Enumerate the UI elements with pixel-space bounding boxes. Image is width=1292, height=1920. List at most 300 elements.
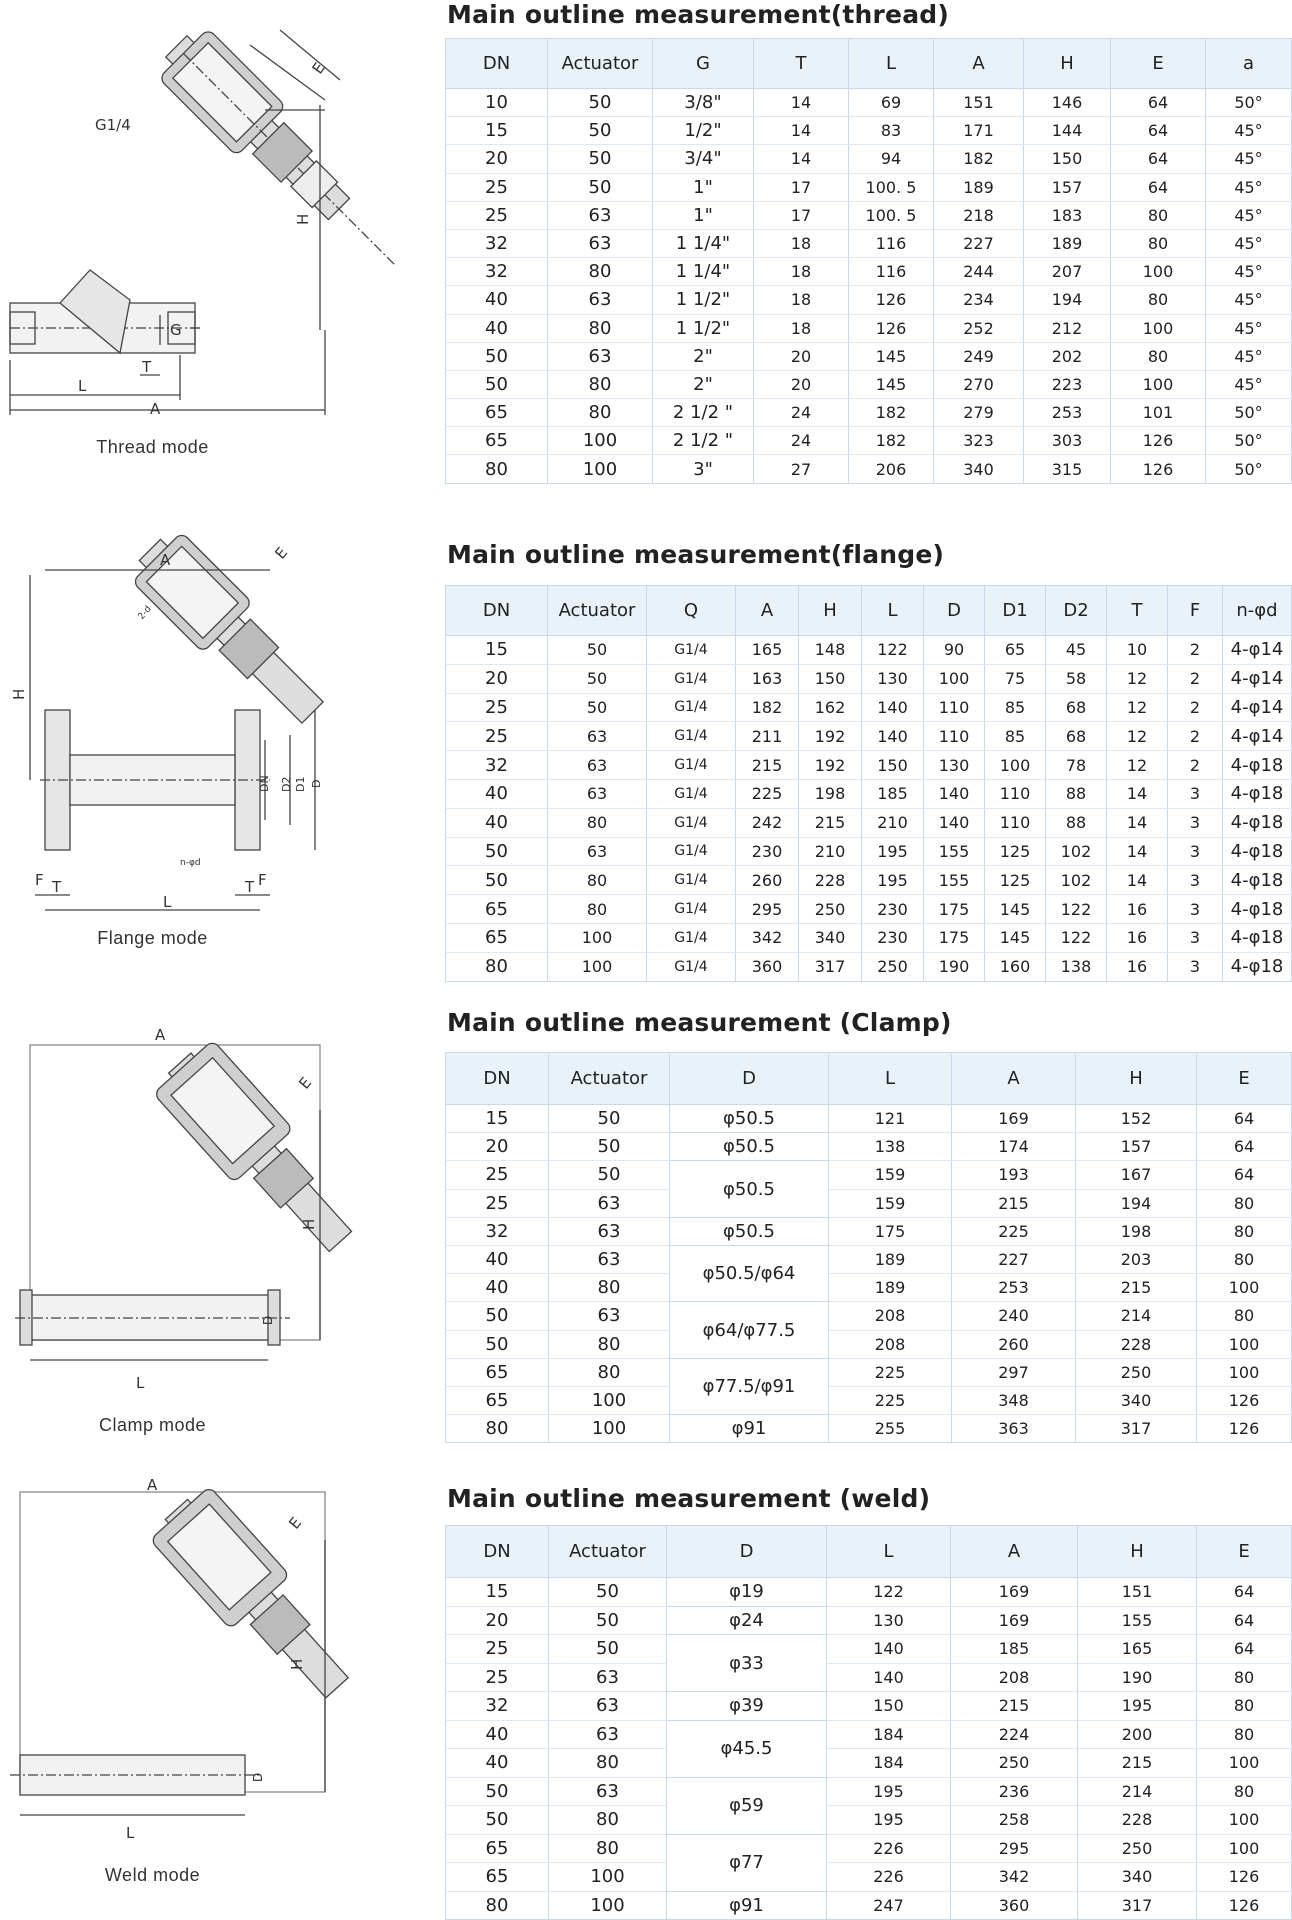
table-cell: 50 xyxy=(446,370,548,398)
dim-label-f-left: F xyxy=(35,871,44,889)
dim-label-dn: DN xyxy=(258,775,271,792)
table-cell: 230 xyxy=(862,895,924,924)
table-row xyxy=(446,779,1292,808)
table-cell: 140 xyxy=(924,808,985,837)
flange-valve-diagram xyxy=(0,530,445,940)
table-cell: 100 xyxy=(548,952,647,981)
table-cell: 150 xyxy=(827,1692,951,1721)
column-header: F xyxy=(1168,586,1223,636)
table-cell-d: φ39 xyxy=(667,1692,827,1721)
table-cell: 206 xyxy=(849,455,934,483)
table-cell: 210 xyxy=(799,837,862,866)
table-cell: 65 xyxy=(446,1358,549,1386)
table-cell: 250 xyxy=(799,895,862,924)
table-cell: 50 xyxy=(548,145,653,173)
table-row xyxy=(446,1635,1292,1664)
table-row xyxy=(446,1863,1292,1892)
table-cell: 80 xyxy=(1197,1245,1292,1273)
table-cell: 40 xyxy=(446,314,548,342)
table-cell: 182 xyxy=(934,145,1024,173)
table-cell: 3" xyxy=(653,455,754,483)
table-cell-d: φ64/φ77.5 xyxy=(670,1302,829,1358)
table-cell: 50 xyxy=(446,1302,549,1330)
table-cell: 247 xyxy=(827,1891,951,1920)
table-row xyxy=(446,1189,1292,1217)
table-row xyxy=(446,427,1292,455)
table-cell: 80 xyxy=(548,258,653,286)
table-cell: 145 xyxy=(849,342,934,370)
table-cell: 50 xyxy=(549,1635,667,1664)
table-cell: 1 1/2" xyxy=(653,286,754,314)
table-cell: 69 xyxy=(849,89,934,117)
table-cell: 100 xyxy=(924,664,985,693)
table-cell: 64 xyxy=(1111,89,1206,117)
column-header: n-φd xyxy=(1223,586,1292,636)
table-row xyxy=(446,370,1292,398)
column-header: a xyxy=(1206,39,1292,89)
table-cell: 80 xyxy=(1197,1302,1292,1330)
table-row xyxy=(446,1161,1292,1189)
table-cell: 88 xyxy=(1046,779,1107,808)
dim-label-h: H xyxy=(300,1218,318,1230)
table-cell: 340 xyxy=(1078,1863,1197,1892)
table-cell: 68 xyxy=(1046,722,1107,751)
column-header: D xyxy=(667,1526,827,1578)
table-cell: 4-φ18 xyxy=(1223,895,1292,924)
table-cell: 80 xyxy=(446,455,548,483)
table-cell: 4-φ18 xyxy=(1223,866,1292,895)
table-cell: 184 xyxy=(827,1720,951,1749)
table-cell-d: φ91 xyxy=(667,1891,827,1920)
table-cell: 65 xyxy=(446,1834,549,1863)
table-cell: 50 xyxy=(548,664,647,693)
table-cell: 121 xyxy=(829,1105,952,1133)
table-cell: 83 xyxy=(849,117,934,145)
table-row xyxy=(446,693,1292,722)
table-cell-d: φ45.5 xyxy=(667,1720,827,1777)
table-cell: 122 xyxy=(862,636,924,665)
table-cell: 45° xyxy=(1206,258,1292,286)
column-header: H xyxy=(1024,39,1111,89)
clamp-valve-diagram xyxy=(0,1000,445,1430)
dim-label-t-right: T xyxy=(245,878,255,896)
table-cell: 250 xyxy=(862,952,924,981)
column-header: A xyxy=(952,1053,1076,1105)
table-cell: 253 xyxy=(1024,399,1111,427)
table-cell: 194 xyxy=(1076,1189,1197,1217)
table-cell: 225 xyxy=(829,1358,952,1386)
table-cell: 65 xyxy=(985,636,1046,665)
table-cell: 122 xyxy=(1046,923,1107,952)
table-cell: 50° xyxy=(1206,399,1292,427)
table-cell: 12 xyxy=(1107,664,1168,693)
table-cell: 63 xyxy=(548,751,647,780)
table-cell: 295 xyxy=(951,1834,1078,1863)
table-cell: 340 xyxy=(1076,1386,1197,1414)
dim-label-e: E xyxy=(271,543,292,563)
table-cell: 18 xyxy=(754,286,849,314)
table-cell: 32 xyxy=(446,258,548,286)
table-cell: 101 xyxy=(1111,399,1206,427)
table-cell: 227 xyxy=(952,1245,1076,1273)
table-cell: 145 xyxy=(985,923,1046,952)
flange-table xyxy=(445,585,1292,982)
table-cell: 279 xyxy=(934,399,1024,427)
table-cell-d: φ77.5/φ91 xyxy=(670,1358,829,1414)
weld-title: Main outline measurement (weld) xyxy=(447,1484,931,1513)
table-row xyxy=(446,808,1292,837)
table-cell: 45° xyxy=(1206,117,1292,145)
column-header: D xyxy=(924,586,985,636)
table-cell-d: φ50.5 xyxy=(670,1217,829,1245)
dim-label-nd: n-φd xyxy=(180,858,201,868)
table-cell: 40 xyxy=(446,1749,549,1778)
table-cell: 195 xyxy=(827,1777,951,1806)
table-row xyxy=(446,952,1292,981)
flange-caption: Flange mode xyxy=(97,928,208,948)
table-cell: 228 xyxy=(1076,1330,1197,1358)
table-cell: 50° xyxy=(1206,455,1292,483)
table-cell: 65 xyxy=(446,427,548,455)
table-cell: G1/4 xyxy=(647,952,736,981)
column-header: L xyxy=(829,1053,952,1105)
table-cell: 227 xyxy=(934,229,1024,257)
table-row xyxy=(446,1606,1292,1635)
table-cell: 50 xyxy=(549,1161,670,1189)
table-cell: 32 xyxy=(446,229,548,257)
table-row xyxy=(446,1720,1292,1749)
table-cell: 16 xyxy=(1107,923,1168,952)
table-cell: 100 xyxy=(549,1415,670,1443)
table-cell: 140 xyxy=(862,722,924,751)
table-cell: 14 xyxy=(754,89,849,117)
table-cell: 100 xyxy=(1111,258,1206,286)
table-cell: 50 xyxy=(548,173,653,201)
table-cell: 215 xyxy=(1076,1274,1197,1302)
table-cell: 4-φ14 xyxy=(1223,636,1292,665)
column-header: D xyxy=(670,1053,829,1105)
table-cell: 80 xyxy=(446,1891,549,1920)
table-cell: 64 xyxy=(1197,1105,1292,1133)
table-cell: 126 xyxy=(849,314,934,342)
table-cell: 122 xyxy=(1046,895,1107,924)
table-cell: 159 xyxy=(829,1161,952,1189)
table-cell-d: φ50.5 xyxy=(670,1133,829,1161)
table-cell: 64 xyxy=(1197,1578,1292,1607)
table-cell: 3 xyxy=(1168,952,1223,981)
table-cell: 228 xyxy=(799,866,862,895)
table-row xyxy=(446,636,1292,665)
table-cell: 16 xyxy=(1107,895,1168,924)
table-cell: 125 xyxy=(985,837,1046,866)
column-header: Actuator xyxy=(549,1053,670,1105)
table-cell: 317 xyxy=(1078,1891,1197,1920)
table-cell: 360 xyxy=(736,952,799,981)
table-cell-d: φ50.5/φ64 xyxy=(670,1245,829,1301)
table-row xyxy=(446,1330,1292,1358)
table-cell: 185 xyxy=(862,779,924,808)
table-cell: 130 xyxy=(827,1606,951,1635)
column-header: DN xyxy=(446,39,548,89)
table-cell: 250 xyxy=(951,1749,1078,1778)
table-cell: 25 xyxy=(446,1635,549,1664)
column-header: T xyxy=(1107,586,1168,636)
table-cell: 200 xyxy=(1078,1720,1197,1749)
table-cell: 303 xyxy=(1024,427,1111,455)
table-cell: 240 xyxy=(952,1302,1076,1330)
column-header: L xyxy=(827,1526,951,1578)
table-cell: 189 xyxy=(829,1245,952,1273)
table-cell: 25 xyxy=(446,1663,549,1692)
table-cell: 1 1/4" xyxy=(653,258,754,286)
table-cell: 17 xyxy=(754,201,849,229)
table-cell: 195 xyxy=(1078,1692,1197,1721)
table-cell: 64 xyxy=(1197,1161,1292,1189)
table-cell: 126 xyxy=(1111,427,1206,455)
table-cell: 63 xyxy=(549,1720,667,1749)
weld-table xyxy=(445,1525,1292,1920)
thread-title: Main outline measurement(thread) xyxy=(447,0,949,29)
table-cell: 20 xyxy=(446,145,548,173)
table-cell: 3 xyxy=(1168,779,1223,808)
table-cell: 192 xyxy=(799,751,862,780)
table-cell: 4-φ18 xyxy=(1223,952,1292,981)
table-cell: 25 xyxy=(446,1189,549,1217)
table-cell: 4-φ14 xyxy=(1223,722,1292,751)
flange-drawing xyxy=(0,530,445,970)
dim-label-a: A xyxy=(150,400,161,418)
table-cell: 100 xyxy=(549,1386,670,1414)
table-cell: 45° xyxy=(1206,173,1292,201)
column-header: A xyxy=(736,586,799,636)
table-cell: 2 xyxy=(1168,664,1223,693)
table-cell: 208 xyxy=(951,1663,1078,1692)
table-cell: 1 1/4" xyxy=(653,229,754,257)
table-cell: 2 1/2 " xyxy=(653,427,754,455)
table-cell: 65 xyxy=(446,895,548,924)
table-cell: 88 xyxy=(1046,808,1107,837)
table-cell: 40 xyxy=(446,1274,549,1302)
table-cell: 110 xyxy=(985,779,1046,808)
table-row xyxy=(446,751,1292,780)
flange-header-row xyxy=(446,586,1292,636)
table-row xyxy=(446,895,1292,924)
dim-label-d: D xyxy=(310,779,323,788)
table-cell: 63 xyxy=(548,837,647,866)
table-cell: 157 xyxy=(1076,1133,1197,1161)
table-cell: 80 xyxy=(1111,201,1206,229)
table-cell: 195 xyxy=(862,866,924,895)
table-cell: 202 xyxy=(1024,342,1111,370)
clamp-caption: Clamp mode xyxy=(98,1415,207,1435)
table-row xyxy=(446,173,1292,201)
clamp-drawing xyxy=(0,1000,445,1450)
dim-label-e: E xyxy=(308,59,329,78)
clamp-table xyxy=(445,1052,1292,1443)
thread-table xyxy=(445,38,1292,484)
table-cell: 169 xyxy=(951,1606,1078,1635)
table-cell: 14 xyxy=(1107,779,1168,808)
table-cell: 126 xyxy=(1111,455,1206,483)
column-header: DN xyxy=(446,586,548,636)
table-cell: 203 xyxy=(1076,1245,1197,1273)
column-header: A xyxy=(951,1526,1078,1578)
table-cell: 207 xyxy=(1024,258,1111,286)
table-cell: 80 xyxy=(549,1358,670,1386)
column-header: E xyxy=(1111,39,1206,89)
table-cell: 3/8" xyxy=(653,89,754,117)
table-cell: 140 xyxy=(827,1635,951,1664)
table-cell: 225 xyxy=(952,1217,1076,1245)
table-cell: 236 xyxy=(951,1777,1078,1806)
table-cell: 50 xyxy=(446,1330,549,1358)
table-cell: 32 xyxy=(446,1217,549,1245)
table-cell: 360 xyxy=(951,1891,1078,1920)
table-cell: 50 xyxy=(446,1806,549,1835)
table-cell: 85 xyxy=(985,693,1046,722)
table-cell: 140 xyxy=(924,779,985,808)
table-cell: 75 xyxy=(985,664,1046,693)
table-cell: 218 xyxy=(934,201,1024,229)
table-cell: G1/4 xyxy=(647,664,736,693)
table-cell: 2 xyxy=(1168,636,1223,665)
table-cell: 24 xyxy=(754,399,849,427)
table-cell: 17 xyxy=(754,173,849,201)
table-cell: 80 xyxy=(549,1749,667,1778)
table-cell: 80 xyxy=(548,399,653,427)
table-cell: 3 xyxy=(1168,808,1223,837)
table-row xyxy=(446,866,1292,895)
table-cell: 45° xyxy=(1206,229,1292,257)
table-cell: 1/2" xyxy=(653,117,754,145)
table-cell-d: φ50.5 xyxy=(670,1105,829,1133)
table-cell: 40 xyxy=(446,779,548,808)
table-cell: 195 xyxy=(827,1806,951,1835)
table-cell: 80 xyxy=(1111,286,1206,314)
table-cell: 50 xyxy=(446,866,548,895)
clamp-header-row xyxy=(446,1053,1292,1105)
dim-label-l: L xyxy=(78,377,87,395)
table-cell: 68 xyxy=(1046,693,1107,722)
column-header: T xyxy=(754,39,849,89)
dim-label-f-right: F xyxy=(258,871,267,889)
table-cell: 165 xyxy=(1078,1635,1197,1664)
table-row xyxy=(446,1274,1292,1302)
table-cell: 12 xyxy=(1107,693,1168,722)
table-cell: 100 xyxy=(1197,1274,1292,1302)
table-cell: 126 xyxy=(1197,1386,1292,1414)
table-cell: 63 xyxy=(548,229,653,257)
table-cell: 12 xyxy=(1107,751,1168,780)
table-cell: 208 xyxy=(829,1330,952,1358)
table-cell: 100 xyxy=(985,751,1046,780)
table-cell: 348 xyxy=(952,1386,1076,1414)
table-cell: 45° xyxy=(1206,314,1292,342)
table-cell: 255 xyxy=(829,1415,952,1443)
table-cell: 102 xyxy=(1046,837,1107,866)
table-cell: 100 xyxy=(548,427,653,455)
table-cell: 63 xyxy=(549,1245,670,1273)
table-cell: 40 xyxy=(446,808,548,837)
table-row xyxy=(446,1105,1292,1133)
table-cell: 223 xyxy=(1024,370,1111,398)
table-cell: 58 xyxy=(1046,664,1107,693)
table-cell: 185 xyxy=(951,1635,1078,1664)
table-cell: 126 xyxy=(1197,1863,1292,1892)
table-cell: 215 xyxy=(736,751,799,780)
table-cell: 151 xyxy=(1078,1578,1197,1607)
table-cell: 80 xyxy=(446,952,548,981)
table-cell: 226 xyxy=(827,1834,951,1863)
dim-label-g14: G1/4 xyxy=(95,116,131,134)
table-cell: 230 xyxy=(862,923,924,952)
table-cell: 80 xyxy=(548,314,653,342)
table-cell: 64 xyxy=(1111,173,1206,201)
table-cell: 126 xyxy=(849,286,934,314)
table-cell: 63 xyxy=(548,779,647,808)
table-cell: 20 xyxy=(754,370,849,398)
table-cell: G1/4 xyxy=(647,751,736,780)
table-cell: 80 xyxy=(549,1274,670,1302)
table-cell: 2 1/2 " xyxy=(653,399,754,427)
table-cell: 126 xyxy=(1197,1415,1292,1443)
table-cell: 65 xyxy=(446,1386,549,1414)
table-cell: 63 xyxy=(548,201,653,229)
table-row xyxy=(446,1692,1292,1721)
table-cell-d: φ77 xyxy=(667,1834,827,1891)
table-cell: 182 xyxy=(849,399,934,427)
column-header: Q xyxy=(647,586,736,636)
table-cell: 151 xyxy=(934,89,1024,117)
table-row xyxy=(446,455,1292,483)
column-header: D2 xyxy=(1046,586,1107,636)
table-cell: 171 xyxy=(934,117,1024,145)
table-cell: 157 xyxy=(1024,173,1111,201)
table-row xyxy=(446,1302,1292,1330)
table-cell: 27 xyxy=(754,455,849,483)
table-cell: 150 xyxy=(799,664,862,693)
table-cell: 211 xyxy=(736,722,799,751)
table-cell: 65 xyxy=(446,1863,549,1892)
table-cell: 260 xyxy=(736,866,799,895)
table-row xyxy=(446,258,1292,286)
dim-label-e: E xyxy=(285,1513,306,1533)
table-cell: 63 xyxy=(549,1777,667,1806)
table-cell: 162 xyxy=(799,693,862,722)
table-cell: 14 xyxy=(1107,808,1168,837)
column-header: D1 xyxy=(985,586,1046,636)
table-cell: 244 xyxy=(934,258,1024,286)
table-cell: 10 xyxy=(446,89,548,117)
dim-label-d2: D2 xyxy=(280,776,293,792)
column-header: L xyxy=(862,586,924,636)
table-cell: 150 xyxy=(1024,145,1111,173)
table-cell: 63 xyxy=(548,342,653,370)
table-cell: 50 xyxy=(446,1777,549,1806)
table-cell: 4-φ18 xyxy=(1223,837,1292,866)
table-cell: 80 xyxy=(446,1415,549,1443)
table-cell: G1/4 xyxy=(647,779,736,808)
table-cell: 18 xyxy=(754,229,849,257)
table-cell: 2" xyxy=(653,370,754,398)
table-cell: 250 xyxy=(1078,1834,1197,1863)
table-cell: 45 xyxy=(1046,636,1107,665)
table-cell: 80 xyxy=(1197,1720,1292,1749)
column-header: E xyxy=(1197,1053,1292,1105)
table-cell: 50° xyxy=(1206,427,1292,455)
table-cell-d: φ50.5 xyxy=(670,1161,829,1217)
table-row xyxy=(446,1749,1292,1778)
